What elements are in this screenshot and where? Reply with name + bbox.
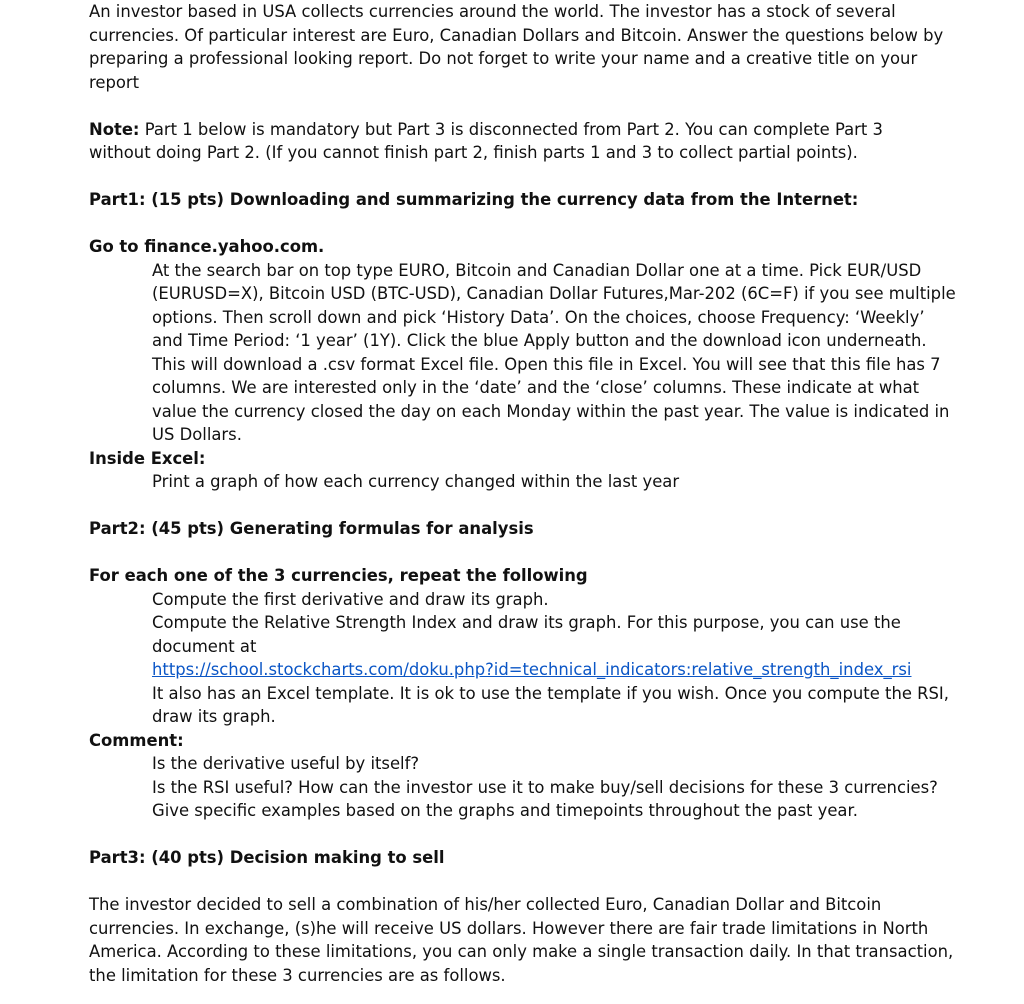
part2-comment-2: Is the RSI useful? How can the investor use it to make buy/sell decisions for these 3 currencies? xyxy=(152,777,938,797)
part2-item-3a: It also has an Excel template. It is ok to use the template if you wish. Once you compute the RSI, xyxy=(152,683,949,703)
part1-step-line: columns. We are interested only in the ‘date’ and the ‘close’ columns. These indicate at what xyxy=(152,378,920,397)
part2-comment-1: Is the derivative useful by itself? xyxy=(152,754,420,773)
part3-line: America. According to these limitations, you can only make a single transaction daily. In that transaction, xyxy=(89,942,954,961)
part1-step-line: US Dollars. xyxy=(152,425,242,444)
part2-item-2a: Compute the Relative Strength Index and draw its graph. For this purpose, you can use the xyxy=(152,613,901,632)
part1-heading: Part1: (15 pts) Downloading and summarizing the currency data from the Internet: xyxy=(89,190,859,209)
part2-comment-label: Comment: xyxy=(89,730,184,750)
part2-item-3b: draw its graph. xyxy=(152,707,276,726)
rsi-doc-link[interactable]: https://school.stockcharts.com/doku.php?id=technical_indicators:relative_strength_index_rsi xyxy=(152,660,912,679)
intro-line-3: preparing a professional looking report. Do not forget to write your name and a creative title on your xyxy=(89,49,918,68)
part2-repeat: For each one of the 3 currencies, repeat the following xyxy=(89,566,588,585)
part3-line: currencies. In exchange, (s)he will receive US dollars. However there are fair trade limitations in North xyxy=(89,918,929,938)
part3-line: the limitation for these 3 currencies are as follows. xyxy=(89,965,506,985)
part1-excel-text: Print a graph of how each currency changed within the last year xyxy=(152,472,680,491)
part1-step-line: At the search bar on top type EURO, Bitcoin and Canadian Dollar one at a time. Pick EUR/USD xyxy=(152,260,922,280)
part2-comment-3: Give specific examples based on the graphs and timepoints throughout the past year. xyxy=(152,801,858,820)
part1-excel-label: Inside Excel: xyxy=(89,448,206,468)
part3-line: The investor decided to sell a combination of his/her collected Euro, Canadian Dollar and Bitcoin xyxy=(89,895,882,914)
part3-heading: Part3: (40 pts) Decision making to sell xyxy=(89,848,445,867)
part1-step-line: value the currency closed the day on each Monday within the past year. The value is indicated in xyxy=(152,401,950,421)
part1-goto: Go to finance.yahoo.com. xyxy=(89,237,325,256)
rsi-doc-link-line xyxy=(152,658,912,682)
part2-item-1: Compute the first derivative and draw its graph. xyxy=(152,589,549,609)
part1-step-line: (EURUSD=X), Bitcoin USD (BTC-USD), Canadian Dollar Futures,Mar-202 (6C=F) if you see multiple xyxy=(152,284,956,303)
note-line-2: without doing Part 2. (If you cannot finish part 2, finish parts 1 and 3 to collect partial points). xyxy=(89,143,858,162)
note-line-1 xyxy=(89,118,883,142)
part2-heading: Part2: (45 pts) Generating formulas for analysis xyxy=(89,519,534,538)
part2-item-2b: document at xyxy=(152,636,257,656)
note-text-1: Part 1 below is mandatory but Part 3 is disconnected from Part 2. You can complete Part 3 xyxy=(139,119,883,139)
intro-line-1: An investor based in USA collects currencies around the world. The investor has a stock of several xyxy=(89,2,896,21)
intro-line-2: currencies. Of particular interest are Euro, Canadian Dollars and Bitcoin. Answer the questions below by xyxy=(89,25,944,45)
part1-step-line: and Time Period: ‘1 year’ (1Y). Click the blue Apply button and the download icon underneath. xyxy=(152,331,927,350)
note-label: Note: xyxy=(89,119,140,139)
part1-step-line: This will download a .csv format Excel file. Open this file in Excel. You will see that this file has 7 xyxy=(152,354,941,374)
intro-line-4: report xyxy=(89,72,140,92)
part1-step-line: options. Then scroll down and pick ‘History Data’. On the choices, choose Frequency: ‘Weekly’ xyxy=(152,307,925,327)
